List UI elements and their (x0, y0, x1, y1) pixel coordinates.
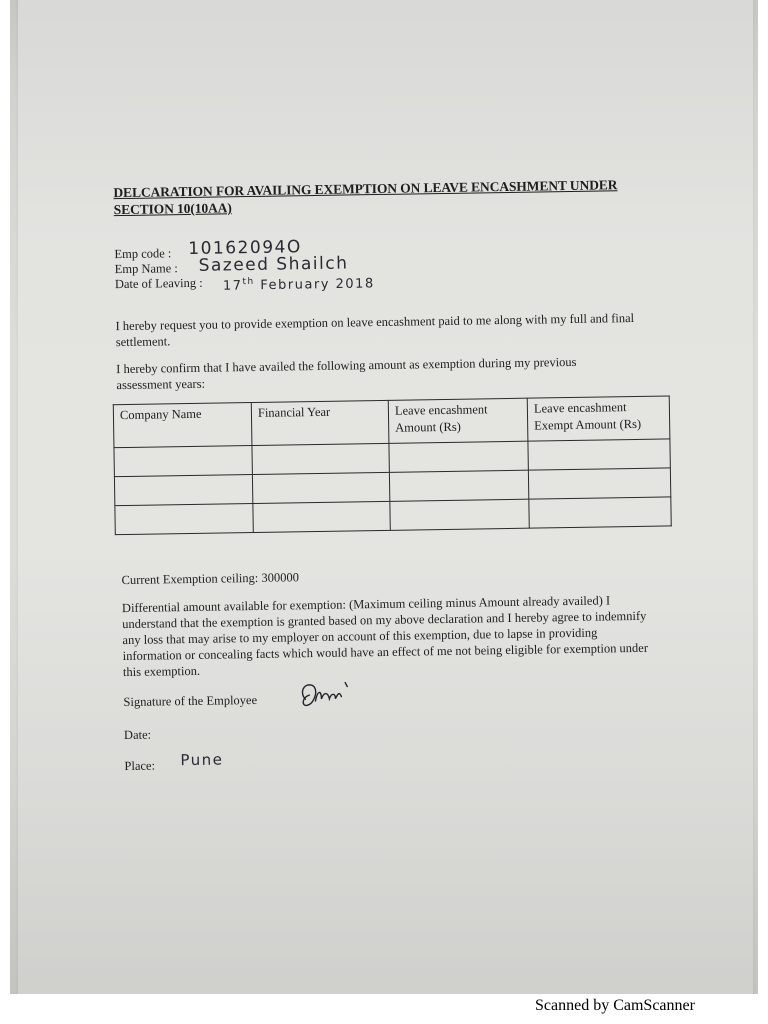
form-content (10, 0, 758, 994)
table-cell (529, 497, 671, 528)
exemption-table (113, 395, 672, 535)
signature-image (295, 676, 366, 713)
scanned-photo (10, 0, 758, 994)
header-leave-amount: Leave encashment Amount (Rs) (388, 398, 528, 443)
table-cell (114, 475, 252, 506)
exemption-ceiling: Current Exemption ceiling: 300000 (121, 570, 300, 588)
differential-paragraph: Differential amount available for exemption: (Maximum ceiling minus Amount already availed) I understand that the exemption is granted based on my above declaration and I hereby agree to indemnify any loss that may arise to my employer on account of this exemption, due to lapse in providing information or concealing facts which would have an effect of me not being eligible for exemption under this exemption. (121, 593, 649, 680)
date-of-leaving-value (223, 275, 375, 294)
date-suffix: th (242, 276, 255, 288)
signature-label: Signature of the Employee (123, 692, 258, 710)
table-cell (252, 443, 389, 474)
table-cell (115, 504, 253, 535)
place-value: Pune (180, 750, 224, 770)
table-cell (390, 499, 529, 530)
form-title: DELCARATION FOR AVAILING EXEMPTION ON LEAVE ENCASHMENT UNDER SECTION 10(10AA) (113, 177, 618, 218)
emp-name-label: Emp Name : (114, 261, 178, 277)
emp-name-value: Sazeed Shailch (198, 253, 349, 276)
place-label: Place: (124, 758, 156, 774)
scanner-watermark: Scanned by CamScanner (535, 997, 695, 1014)
table-cell (253, 501, 390, 532)
header-exempt-amount: Leave encashment Exempt Amount (Rs) (527, 396, 670, 441)
date-day: 17 (222, 278, 243, 294)
header-financial-year: Financial Year (251, 400, 389, 445)
table-cell (252, 472, 389, 503)
emp-code-value: 10162094O (188, 237, 302, 259)
confirm-paragraph: I hereby confirm that I have availed the following amount as exemption during my previous assessment years: (116, 354, 577, 393)
table-cell (528, 468, 670, 499)
header-company-name: Company Name (113, 403, 252, 448)
date-rest: February 2018 (260, 276, 375, 294)
date-label: Date: (123, 727, 152, 743)
emp-code-label: Emp code : (114, 246, 172, 262)
table-cell (389, 441, 528, 472)
date-of-leaving-label: Date of Leaving : (114, 275, 203, 292)
table-cell (389, 470, 528, 501)
table-cell (528, 439, 670, 470)
table-cell (114, 446, 252, 477)
request-paragraph: I hereby request you to provide exemption on leave encashment paid to me along with my full and final settlement. (115, 310, 635, 350)
